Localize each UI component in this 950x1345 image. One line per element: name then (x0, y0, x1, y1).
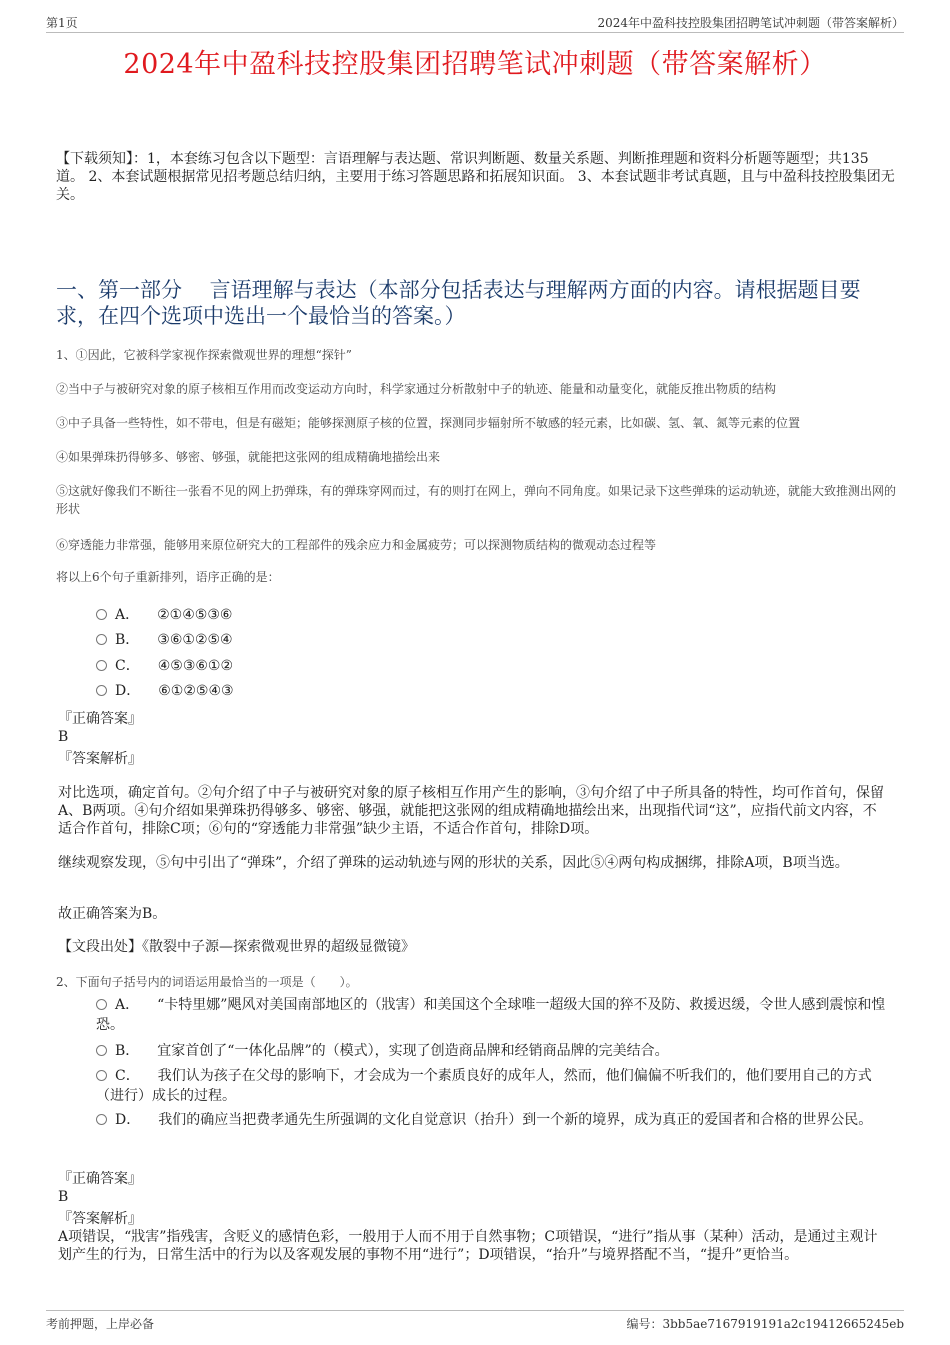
q1-sentence-4: ④如果弹珠扔得够多、够密、够强，就能把这张网的组成精确地描绘出来 (56, 450, 441, 464)
q1-option-c[interactable]: C． ④⑤③⑥①② (96, 657, 233, 675)
q1-sentence-3: ③中子具备一些特性，如不带电，但是有磁矩；能够探测原子核的位置，探测同步辐射所不敏感的轻元素，比如碳、氢、氧、氮等元素的位置 (56, 416, 801, 430)
footer-code: 编号：3bb5ae7167919191a2c19412665245eb (626, 1317, 904, 1331)
q1-analysis-p3: 故正确答案为B。 (58, 906, 167, 922)
q1-sentence-2: ②当中子与被研究对象的原子核相互作用而改变运动方向时，科学家通过分析散射中子的轨迹、能量和动量变化，就能反推出物质的结构 (56, 382, 777, 396)
radio-icon[interactable] (96, 609, 107, 620)
q2-option-b[interactable]: B． 宜家首创了“一体化品牌”的（模式），实现了创造商品牌和经销商品牌的完美结合。 (96, 1041, 896, 1061)
q1-sentence-5: ⑤这就好像我们不断往一张看不见的网上扔弹珠，有的弹珠穿网而过，有的则打在网上，弹向不同角度。如果记录下这些弹珠的运动轨迹，就能大致推测出网的形状 (56, 484, 897, 516)
q1-analysis-p2: 继续观察发现，⑤句中引出了“弹珠”，介绍了弹珠的运动轨迹与网的形状的关系，因此⑤④两句构成捆绑，排除A项，B项当选。 (58, 855, 849, 871)
q1-option-b[interactable]: B． ③⑥①②⑤④ (96, 631, 233, 649)
q2-answer: B (58, 1189, 69, 1205)
page-footer (46, 1310, 904, 1333)
q2-option-c[interactable]: C． 我们认为孩子在父母的影响下，才会成为一个素质良好的成年人，然而，他们偏偏不听我们的，他们要用自己的方式（进行）成长的过程。 (96, 1068, 872, 1104)
q1-analysis-p1: 对比选项，确定首句。②句介绍了中子与被研究对象的原子核相互作用产生的影响，③句介绍了中子所具备的特性，均可作首句，保留A、B两项。④句介绍如果弹珠扔得够多、够密、够强，就能把这张网的组成精确地描绘出来，出现指代词“这”，应指代前文内容，不适合作首句，排除C项；⑥句的“穿透能力非常强”缺少主语，不适合作首句，排除D项。 (58, 785, 884, 837)
page-number: 第1页 (46, 16, 78, 30)
q1-sentence-6: ⑥穿透能力非常强，能够用来原位研究大的工程部件的残余应力和金属疲劳；可以探测物质结构的微观动态过程等 (56, 538, 657, 552)
document-title: 2024年中盈科技控股集团招聘笔试冲刺题（带答案解析） (123, 49, 827, 80)
section-title: 一、第一部分 言语理解与表达（本部分包括表达与理解两方面的内容。请根据题目要求，在四个选项中选出一个最恰当的答案。） (56, 278, 861, 328)
q1-sentence-1: 1、①因此，它被科学家视作探索微观世界的理想“探针” (56, 348, 352, 362)
q1-prompt: 将以上6个句子重新排列，语序正确的是： (56, 570, 280, 584)
radio-icon[interactable] (96, 685, 107, 696)
radio-icon[interactable] (96, 999, 107, 1010)
q1-answer-label: 『正确答案』 (58, 711, 142, 727)
q2-option-d[interactable]: D． 我们的确应当把费孝通先生所强调的文化自觉意识（抬升）到一个新的境界，成为真正的爱国者和合格的世界公民。 (96, 1110, 896, 1130)
q2-option-a[interactable]: A． “卡特里娜”飓风对美国南部地区的（戕害）和美国这个全球唯一超级大国的猝不及防、救援迟缓，令世人感到震惊和惶恐。 (96, 997, 886, 1033)
q2-analysis-label: 『答案解析』 (58, 1211, 142, 1227)
download-notice: 【下载须知】：1，本套练习包含以下题型：言语理解与表达题、常识判断题、数量关系题、判断推理题和资料分析题等题型；共135道。 2、本套试题根据常见招考题总结归纳，主要用于练习答题思路和拓展知识面。 3、本套试题非考试真题，且与中盈科技控股集团无关。 (56, 151, 895, 203)
radio-icon[interactable] (96, 634, 107, 645)
radio-icon[interactable] (96, 1045, 107, 1056)
radio-icon[interactable] (96, 1114, 107, 1125)
radio-icon[interactable] (96, 1070, 107, 1081)
q2-answer-label: 『正确答案』 (58, 1171, 142, 1187)
q1-source: 【文段出处】《散裂中子源—探索微观世界的超级显微镜》 (58, 939, 415, 955)
q1-option-a[interactable]: A． ②①④⑤③⑥ (96, 606, 232, 624)
q2-stem: 2、下面句子括号内的词语运用最恰当的一项是（ ）。 (56, 975, 358, 989)
footer-slogan: 考前押题，上岸必备 (46, 1317, 155, 1331)
q2-analysis: A项错误，“戕害”指残害，含贬义的感情色彩，一般用于人而不用于自然事物；C项错误，“进行”指从事（某种）活动，是通过主观计划产生的行为，日常生活中的行为以及客观发展的事物不用“进行”；D项错误，“抬升”与境界搭配不当，“提升”更恰当。 (58, 1229, 878, 1263)
header-doc-title: 2024年中盈科技控股集团招聘笔试冲刺题（带答案解析） (597, 16, 904, 30)
radio-icon[interactable] (96, 660, 107, 671)
q1-answer: B (58, 729, 69, 745)
page-header (46, 12, 904, 33)
q1-option-d[interactable]: D． ⑥①②⑤④③ (96, 682, 234, 700)
q1-analysis-label: 『答案解析』 (58, 751, 142, 767)
